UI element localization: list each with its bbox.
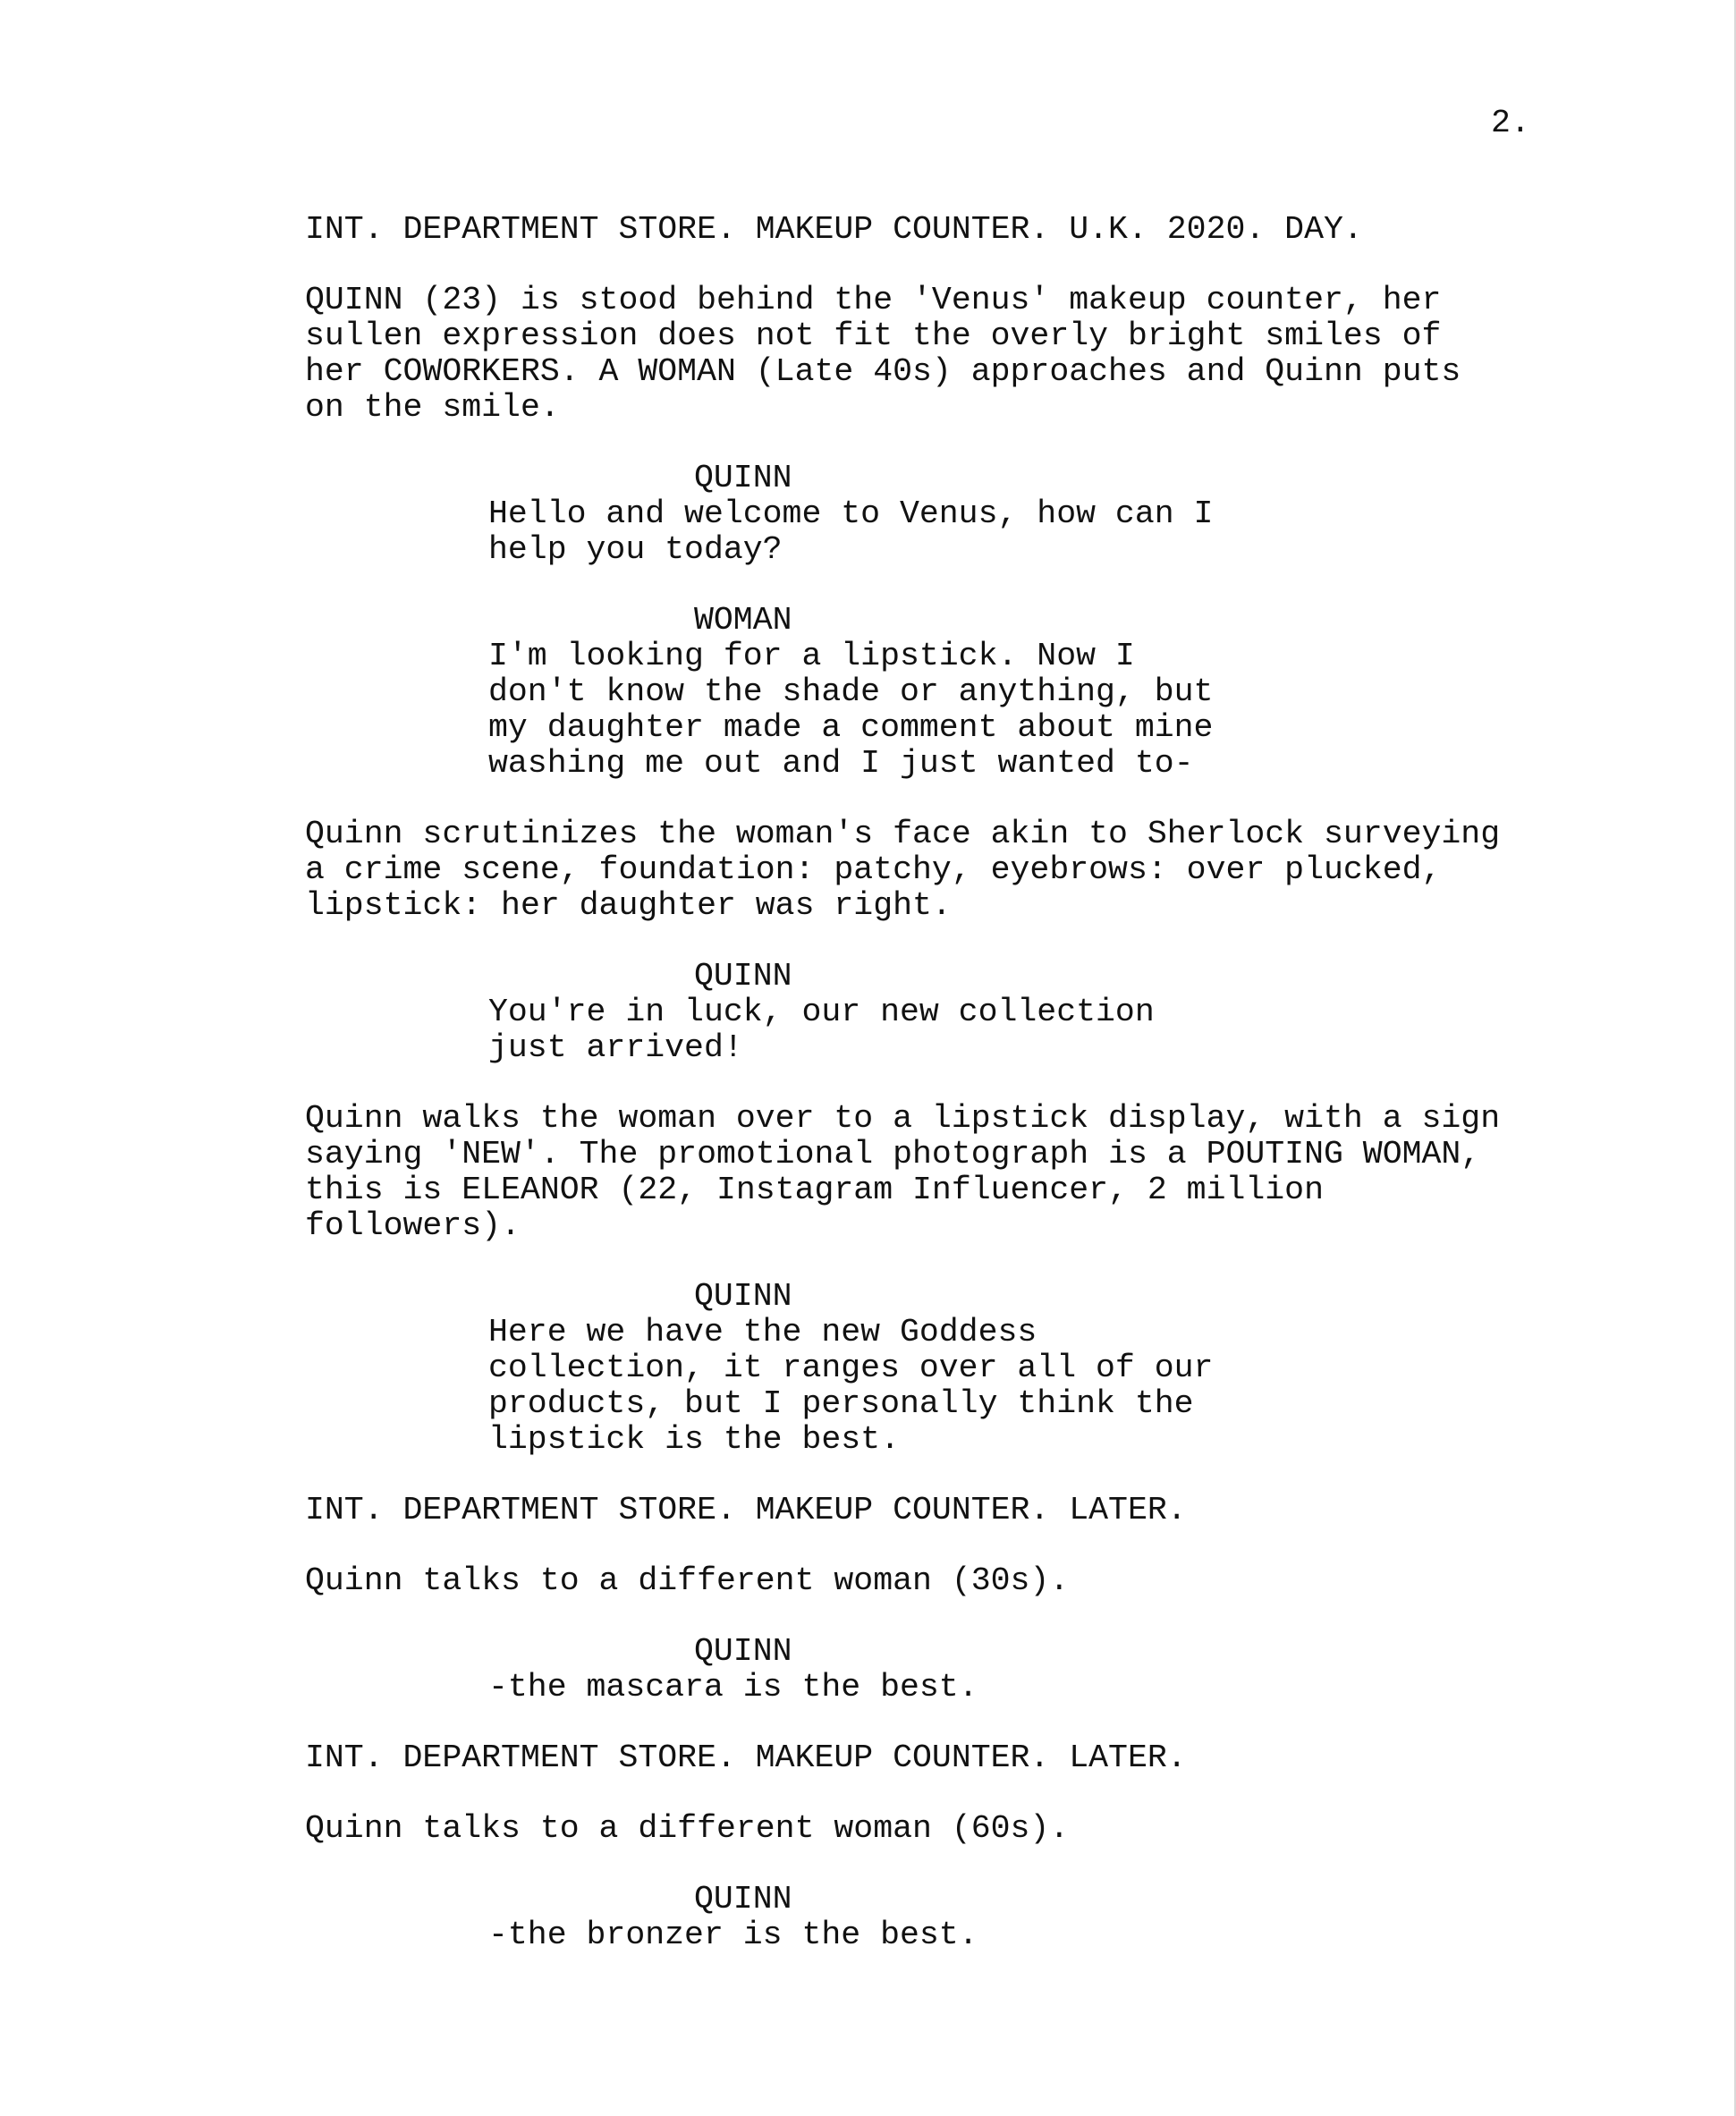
action-line: on the smile. [305, 389, 560, 426]
action-line: a crime scene, foundation: patchy, eyebrows: over plucked, [305, 851, 1442, 888]
page-number: 2. [1491, 105, 1530, 141]
dialogue-line: washing me out and I just wanted to- [488, 745, 1194, 782]
dialogue-line: my daughter made a comment about mine [488, 709, 1214, 746]
action-line: saying 'NEW'. The promotional photograph is a POUTING WOMAN, [305, 1136, 1481, 1172]
dialogue-line: help you today? [488, 531, 783, 568]
dialogue-line: products, but I personally think the [488, 1385, 1194, 1422]
action-line: this is ELEANOR (22, Instagram Influencer, 2 million [305, 1172, 1324, 1208]
dialogue-line: You're in luck, our new collection [488, 994, 1155, 1030]
dialogue-line: collection, it ranges over all of our [488, 1350, 1214, 1386]
action-line: her COWORKERS. A WOMAN (Late 40s) approaches and Quinn puts [305, 353, 1461, 390]
action-line: sullen expression does not fit the overly bright smiles of [305, 317, 1442, 354]
dialogue-line: I'm looking for a lipstick. Now I [488, 638, 1135, 674]
action-line: lipstick: her daughter was right. [305, 887, 952, 924]
character-name: QUINN [694, 1881, 792, 1917]
action-line: followers). [305, 1207, 521, 1244]
action-line: QUINN (23) is stood behind the 'Venus' makeup counter, her [305, 282, 1442, 318]
dialogue-line: just arrived! [488, 1029, 743, 1066]
scene-heading: INT. DEPARTMENT STORE. MAKEUP COUNTER. LATER. [305, 1492, 1187, 1528]
dialogue-line: don't know the shade or anything, but [488, 673, 1214, 710]
action-line: Quinn walks the woman over to a lipstick display, with a sign [305, 1100, 1501, 1137]
action-line: Quinn talks to a different woman (30s). [305, 1562, 1070, 1599]
character-name: QUINN [694, 1278, 792, 1315]
scene-heading: INT. DEPARTMENT STORE. MAKEUP COUNTER. LATER. [305, 1739, 1187, 1776]
character-name: WOMAN [694, 602, 792, 639]
character-name: QUINN [694, 460, 792, 496]
character-name: QUINN [694, 1633, 792, 1670]
character-name: QUINN [694, 958, 792, 995]
dialogue-line: Here we have the new Goddess [488, 1314, 1037, 1350]
scene-heading: INT. DEPARTMENT STORE. MAKEUP COUNTER. U.K. 2020. DAY. [305, 211, 1363, 248]
action-line: Quinn scrutinizes the woman's face akin to Sherlock surveying [305, 816, 1501, 852]
dialogue-line: -the bronzer is the best. [488, 1917, 978, 1953]
dialogue-line: Hello and welcome to Venus, how can I [488, 495, 1214, 532]
dialogue-line: lipstick is the best. [488, 1421, 900, 1458]
dialogue-line: -the mascara is the best. [488, 1669, 978, 1705]
action-line: Quinn talks to a different woman (60s). [305, 1810, 1070, 1847]
